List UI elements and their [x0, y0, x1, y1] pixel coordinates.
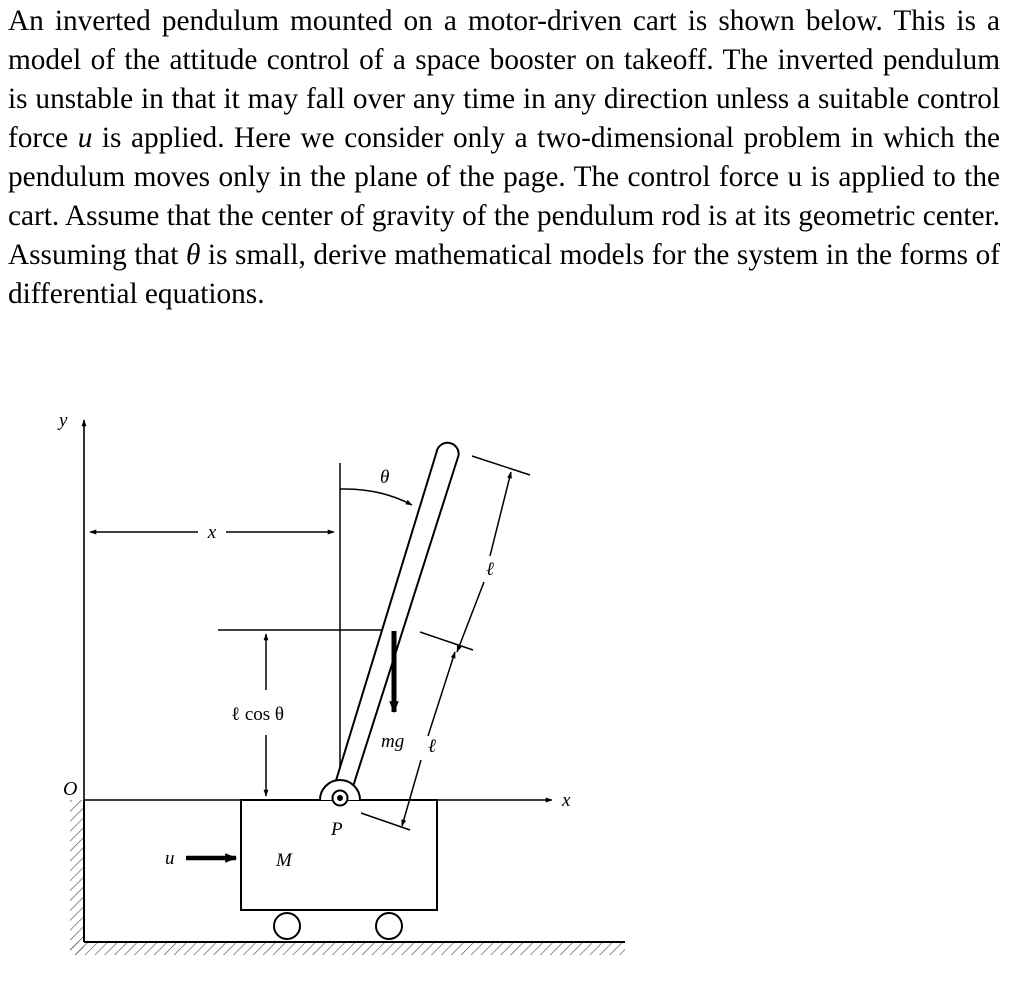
cart-wheel-right: [376, 913, 402, 939]
problem-text-part-3: is small, derive mathematical models for the system in the forms of differential equations.: [8, 239, 1000, 310]
lower-length-dimension-up: [428, 652, 455, 736]
theta-label: θ: [380, 467, 390, 488]
rod-top-extension: [472, 456, 530, 475]
rod-center-extension: [420, 632, 473, 650]
cart-wheel-left: [274, 913, 300, 939]
cart-body: [241, 800, 437, 910]
upper-length-dimension-up: [490, 472, 511, 556]
ground-hatching: [70, 942, 625, 955]
pivot-label: P: [331, 819, 343, 840]
problem-text-part-2: is applied. Here we consider only a two-dimensional problem in which the pendulum moves only in the plane of the page. The control force u is applied to the cart. Assume that the center of gravity of the pendulum rod is at its geometric center. Assuming that: [8, 122, 1000, 271]
wall-hatching: [70, 800, 84, 955]
problem-text-part-1: An inverted pendulum mounted on a motor-driven cart is shown below. This is a model of the attitude control of a space booster on takeoff. The inverted pendulum is unstable in that it may fall over any time in any direction unless a suitable control force: [8, 5, 1000, 154]
y-axis-label: y: [59, 410, 68, 431]
x-distance-label: x: [207, 522, 217, 543]
theta-arc: [340, 489, 412, 505]
x-axis-label: x: [562, 790, 571, 811]
lower-length-label: ℓ: [428, 736, 436, 757]
mg-label: mg: [381, 731, 405, 752]
pivot-pin-center: [337, 795, 343, 801]
control-force-label: u: [165, 848, 175, 869]
angle-variable: θ: [185, 239, 201, 271]
cart-mass-label: M: [276, 850, 292, 871]
lcos-theta-label: ℓ cos θ: [231, 704, 285, 725]
origin-label: O: [63, 778, 78, 800]
control-force-variable: u: [77, 122, 93, 154]
upper-length-dimension-down: [457, 582, 484, 652]
upper-length-label: ℓ: [486, 559, 494, 580]
